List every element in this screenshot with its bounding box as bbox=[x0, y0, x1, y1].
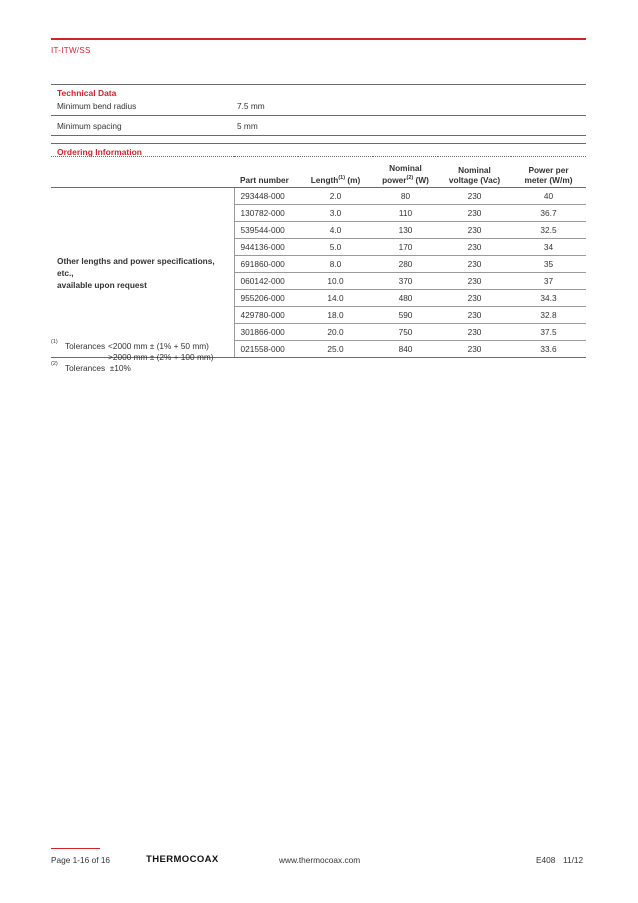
document-reference: E408 bbox=[536, 855, 556, 865]
header-power-note: (2) bbox=[406, 175, 414, 182]
header-length bbox=[298, 157, 373, 188]
cell-length: 14.0 bbox=[298, 290, 373, 307]
cell-length: 3.0 bbox=[298, 205, 373, 222]
header-power bbox=[373, 157, 438, 188]
cell-voltage: 230 bbox=[438, 290, 511, 307]
cell-ppm: 40 bbox=[511, 188, 586, 205]
spacing-value: 5 mm bbox=[237, 121, 258, 131]
ordering-header-row bbox=[51, 157, 586, 188]
cell-length: 5.0 bbox=[298, 239, 373, 256]
header-voltage bbox=[438, 157, 511, 188]
cell-power: 170 bbox=[373, 239, 438, 256]
footer-red-rule bbox=[51, 848, 100, 849]
cell-ppm: 34.3 bbox=[511, 290, 586, 307]
cell-part: 293448-000 bbox=[234, 188, 298, 205]
cell-ppm: 32.8 bbox=[511, 307, 586, 324]
page-number: Page 1-16 of 16 bbox=[51, 855, 111, 865]
cell-power: 130 bbox=[373, 222, 438, 239]
note-line1: Other lengths and power specifications, etc., bbox=[57, 255, 215, 278]
note-line2: available upon request bbox=[57, 279, 147, 290]
cell-part: 130782-000 bbox=[234, 205, 298, 222]
header-voltage-line2: voltage (Vac) bbox=[448, 175, 501, 185]
header-ppm-line2: meter (W/m) bbox=[524, 175, 573, 185]
cell-ppm: 37.5 bbox=[511, 324, 586, 341]
cell-power: 110 bbox=[373, 205, 438, 222]
header-length-text: Length bbox=[310, 175, 339, 185]
cell-voltage: 230 bbox=[438, 256, 511, 273]
footnote-2-marker: (2) bbox=[51, 361, 58, 367]
table-row bbox=[51, 188, 586, 205]
cell-ppm: 33.6 bbox=[511, 341, 586, 358]
technical-data-row bbox=[51, 116, 586, 136]
cell-part: 021558-000 bbox=[234, 341, 298, 358]
cell-part: 691860-000 bbox=[234, 256, 298, 273]
header-blank bbox=[51, 157, 234, 188]
footnote-1-label: Tolerances bbox=[65, 341, 106, 351]
cell-power: 370 bbox=[373, 273, 438, 290]
document-code: IT-ITW/SS bbox=[51, 46, 91, 55]
ordering-table bbox=[51, 156, 586, 358]
ordering-heading bbox=[51, 143, 586, 156]
footnote-2-text: Tolerances ±10% bbox=[65, 363, 131, 373]
header-length-note: (1) bbox=[338, 175, 346, 182]
cell-voltage: 230 bbox=[438, 324, 511, 341]
cell-part: 060142-000 bbox=[234, 273, 298, 290]
cell-part: 429780-000 bbox=[234, 307, 298, 324]
cell-ppm: 35 bbox=[511, 256, 586, 273]
cell-power: 840 bbox=[373, 341, 438, 358]
header-power-unit: (W) bbox=[413, 175, 429, 185]
cell-power: 280 bbox=[373, 256, 438, 273]
cell-ppm: 37 bbox=[511, 273, 586, 290]
cell-power: 590 bbox=[373, 307, 438, 324]
cell-part: 301866-000 bbox=[234, 324, 298, 341]
cell-part: 955206-000 bbox=[234, 290, 298, 307]
cell-power: 480 bbox=[373, 290, 438, 307]
header-length-unit: (m) bbox=[345, 175, 361, 185]
cell-part: 944136-000 bbox=[234, 239, 298, 256]
brand-logo: THERMOCOAX bbox=[146, 854, 219, 865]
cell-ppm: 34 bbox=[511, 239, 586, 256]
cell-power: 750 bbox=[373, 324, 438, 341]
ordering-title: Ordering Information bbox=[57, 147, 142, 157]
header-power-line1: Nominal bbox=[389, 163, 422, 174]
cell-voltage: 230 bbox=[438, 239, 511, 256]
technical-data-row bbox=[51, 96, 586, 116]
header-power-line2: power bbox=[382, 175, 407, 185]
cell-voltage: 230 bbox=[438, 341, 511, 358]
spacing-label: Minimum spacing bbox=[57, 121, 122, 131]
cell-voltage: 230 bbox=[438, 307, 511, 324]
cell-ppm: 32.5 bbox=[511, 222, 586, 239]
header-voltage-line1: Nominal bbox=[458, 165, 491, 175]
cell-voltage: 230 bbox=[438, 273, 511, 290]
footnote-1-line2: >2000 mm ± (2% + 100 mm) bbox=[108, 352, 214, 362]
header-ppm-line1: Power per bbox=[528, 165, 569, 175]
footnote-1-line1: <2000 mm ± (1% + 50 mm) bbox=[108, 341, 209, 351]
cell-length: 20.0 bbox=[298, 324, 373, 341]
cell-length: 2.0 bbox=[298, 188, 373, 205]
footnote-1-marker: (1) bbox=[51, 339, 58, 345]
bend-radius-value: 7.5 mm bbox=[237, 101, 265, 111]
header-part-number: Part number bbox=[234, 157, 298, 188]
cell-length: 18.0 bbox=[298, 307, 373, 324]
bend-radius-label: Minimum bend radius bbox=[57, 101, 137, 111]
cell-power: 80 bbox=[373, 188, 438, 205]
document-date: 11/12 bbox=[563, 855, 584, 865]
cell-voltage: 230 bbox=[438, 188, 511, 205]
website-link[interactable]: www.thermocoax.com bbox=[279, 855, 361, 865]
header-power-per-meter bbox=[511, 157, 586, 188]
cell-part: 539544-000 bbox=[234, 222, 298, 239]
top-red-rule bbox=[51, 38, 586, 40]
cell-length: 8.0 bbox=[298, 256, 373, 273]
cell-voltage: 230 bbox=[438, 222, 511, 239]
cell-length: 25.0 bbox=[298, 341, 373, 358]
cell-length: 10.0 bbox=[298, 273, 373, 290]
cell-length: 4.0 bbox=[298, 222, 373, 239]
technical-data-title: Technical Data bbox=[57, 88, 117, 98]
cell-ppm: 36.7 bbox=[511, 205, 586, 222]
cell-voltage: 230 bbox=[438, 205, 511, 222]
availability-note bbox=[51, 188, 234, 358]
